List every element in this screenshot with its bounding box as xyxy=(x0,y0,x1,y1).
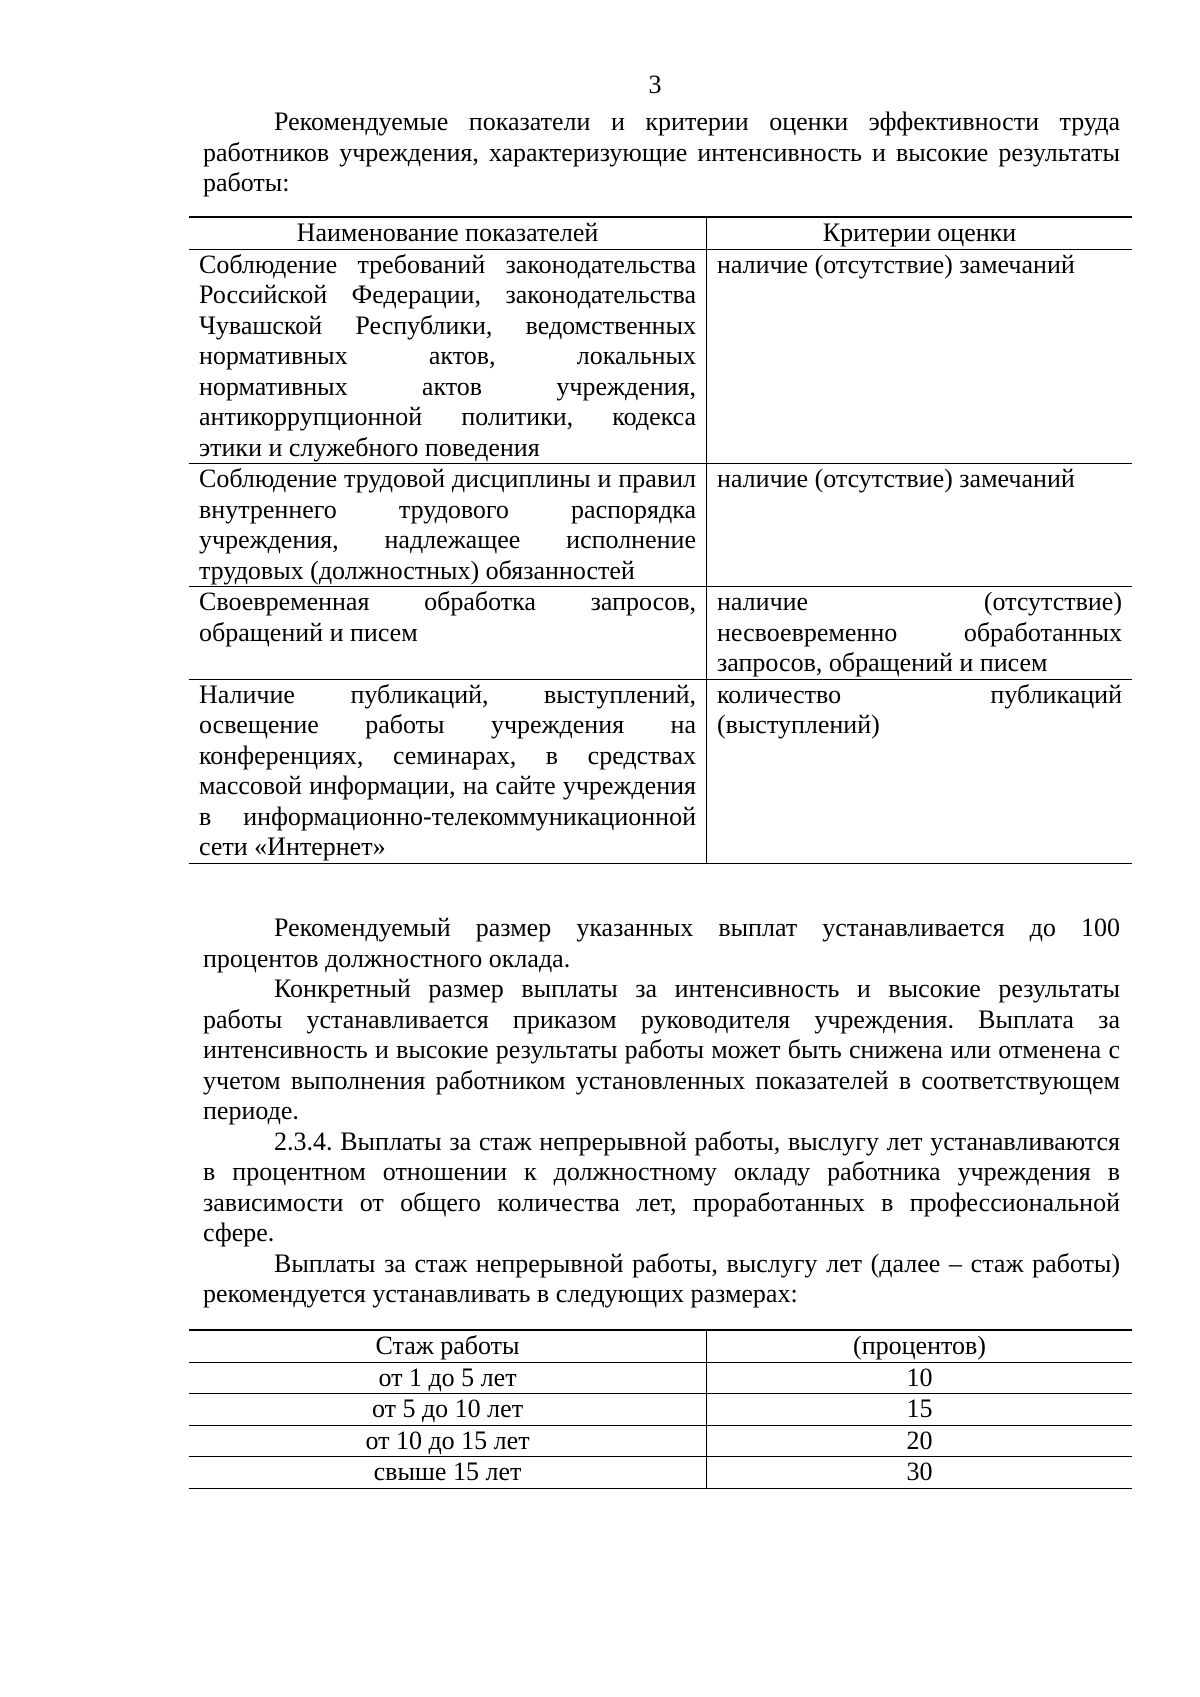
paragraph: 2.3.4. Выплаты за стаж непрерывной работы, выслугу лет устанавливаются в процентном отношении к должностному окладу работника учреждения в зависимости от общего количества лет, проработанных в профессиональной сфере. xyxy=(203,1126,1120,1247)
percent-cell: 15 xyxy=(707,1394,1133,1426)
criterion-cell: наличие (отсутствие) несвоевременно обработанных запросов, обращений и писем xyxy=(707,587,1133,680)
indicator-cell: Своевременная обработка запросов, обращений и писем xyxy=(189,587,707,680)
experience-header-percent: (процентов) xyxy=(707,1330,1133,1362)
table-row xyxy=(189,1394,1132,1426)
table-row xyxy=(189,1425,1132,1457)
indicator-cell: Наличие публикаций, выступлений, освещение работы учреждения на конференциях, семинарах, в средствах массовой информации, на сайте учреждения в информационно-телекоммуникационной сети «Интернет» xyxy=(189,679,707,863)
criteria-table xyxy=(189,216,1132,864)
intro-paragraph: Рекомендуемые показатели и критерии оценки эффективности труда работников учреждения, характеризующие интенсивность и высокие результаты работы: xyxy=(203,107,1120,197)
percent-cell: 20 xyxy=(707,1425,1133,1457)
table-row xyxy=(189,1457,1132,1489)
experience-table-header xyxy=(189,1330,1132,1362)
intro-block xyxy=(203,107,1120,199)
table-row xyxy=(189,464,1132,587)
criteria-header-criterion: Критерии оценки xyxy=(707,217,1133,249)
table-row xyxy=(189,249,1132,464)
indicator-cell: Соблюдение трудовой дисциплины и правил внутреннего трудового распорядка учреждения, надлежащее исполнение трудовых (должностных) обязанностей xyxy=(189,464,707,587)
paragraph: Рекомендуемый размер указанных выплат устанавливается до 100 процентов должностного оклада. xyxy=(203,913,1120,973)
experience-header-range: Стаж работы xyxy=(189,1330,707,1362)
table-row xyxy=(189,587,1132,680)
table-row xyxy=(189,679,1132,863)
criterion-cell: количество публикаций (выступлений) xyxy=(707,679,1133,863)
experience-table xyxy=(189,1329,1132,1489)
range-cell: от 10 до 15 лет xyxy=(189,1425,707,1457)
indicator-cell: Соблюдение требований законодательства Российской Федерации, законодательства Чувашской Республики, ведомственных нормативных актов, локальных нормативных актов учреждения, антикоррупционной политики, кодекса этики и служебного поведения xyxy=(189,249,707,464)
table-row xyxy=(189,1362,1132,1394)
range-cell: от 5 до 10 лет xyxy=(189,1394,707,1426)
criteria-header-indicator: Наименование показателей xyxy=(189,217,707,249)
paragraph: Конкретный размер выплаты за интенсивность и высокие результаты работы устанавливается приказом руководителя учреждения. Выплата за интенсивность и высокие результаты работы может быть снижена или отменена с учетом выполнения работником установленных показателей в соответствующем периоде. xyxy=(203,974,1120,1125)
percent-cell: 30 xyxy=(707,1457,1133,1489)
range-cell: от 1 до 5 лет xyxy=(189,1362,707,1394)
percent-cell: 10 xyxy=(707,1362,1133,1394)
body-paragraphs xyxy=(203,913,1120,1310)
paragraph: Выплаты за стаж непрерывной работы, выслугу лет (далее – стаж работы) рекомендуется устанавливать в следующих размерах: xyxy=(203,1248,1120,1308)
range-cell: свыше 15 лет xyxy=(189,1457,707,1489)
criterion-cell: наличие (отсутствие) замечаний xyxy=(707,249,1133,464)
criteria-table-header xyxy=(189,217,1132,249)
page-number: 3 xyxy=(648,70,662,99)
criterion-cell: наличие (отсутствие) замечаний xyxy=(707,464,1133,587)
